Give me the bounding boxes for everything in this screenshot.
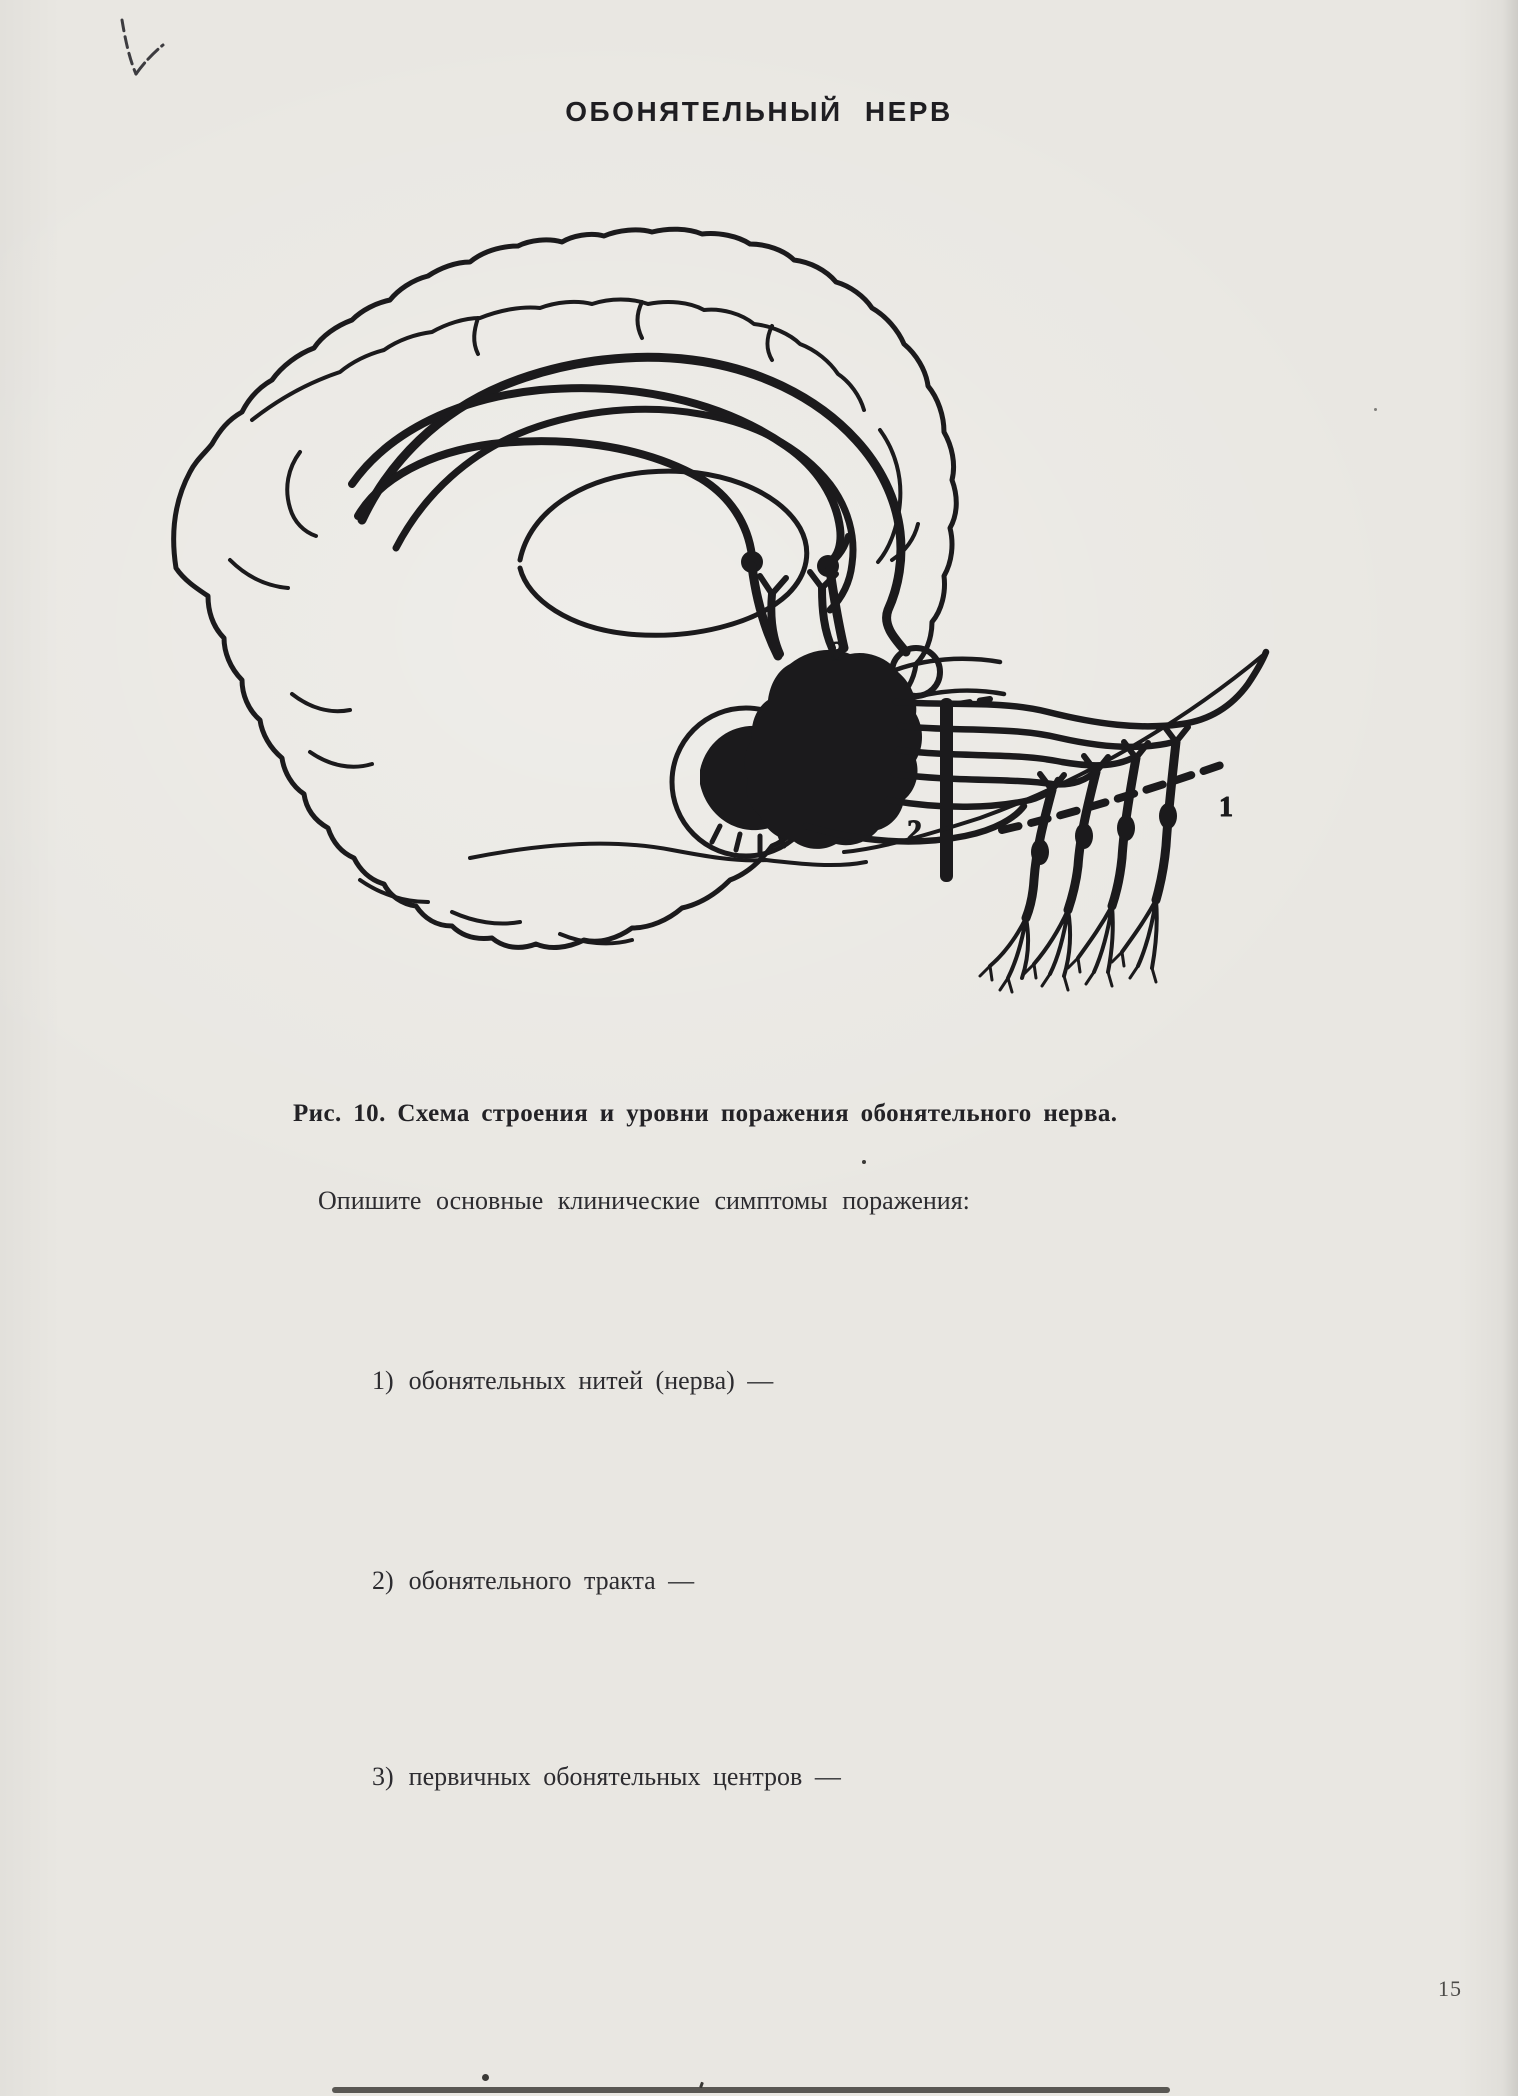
question-item bbox=[372, 1366, 773, 1396]
question-item bbox=[372, 1762, 841, 1792]
question-item-number: 2) bbox=[372, 1566, 394, 1595]
label-level-2: 2 bbox=[907, 814, 922, 847]
limbic-arcs bbox=[352, 357, 940, 696]
handwritten-checkmark bbox=[100, 8, 190, 98]
label-level-3: 3 bbox=[831, 636, 845, 666]
page-number: 15 bbox=[1438, 1976, 1462, 2001]
question-item-text: обонятельного тракта — bbox=[408, 1566, 695, 1595]
scan-bottom-edge bbox=[332, 2087, 1170, 2093]
brain-olfactory-diagram bbox=[150, 195, 1290, 1075]
question-item-text: первичных обонятельных центров — bbox=[408, 1762, 841, 1791]
scan-speck bbox=[862, 1160, 866, 1164]
question-intro: Опишите основные клинические симптомы поражения: bbox=[318, 1186, 970, 1215]
scan-edge-shadow bbox=[1502, 0, 1518, 2096]
question-item-number: 1) bbox=[372, 1366, 394, 1395]
label-level-1: 1 bbox=[1219, 792, 1233, 823]
figure-caption: Рис. 10. Схема строения и уровни поражения обонятельного нерва. bbox=[293, 1100, 1118, 1127]
page-title: ОБОНЯТЕЛЬНЫЙ НЕРВ bbox=[565, 96, 953, 127]
scan-speck bbox=[1374, 408, 1377, 411]
question-item-number: 3) bbox=[372, 1762, 394, 1791]
question-item-text: обонятельных нитей (нерва) — bbox=[408, 1366, 774, 1395]
scan-speck bbox=[482, 2074, 489, 2081]
lesion-bar-level-2 bbox=[940, 698, 990, 882]
question-item bbox=[372, 1566, 694, 1596]
